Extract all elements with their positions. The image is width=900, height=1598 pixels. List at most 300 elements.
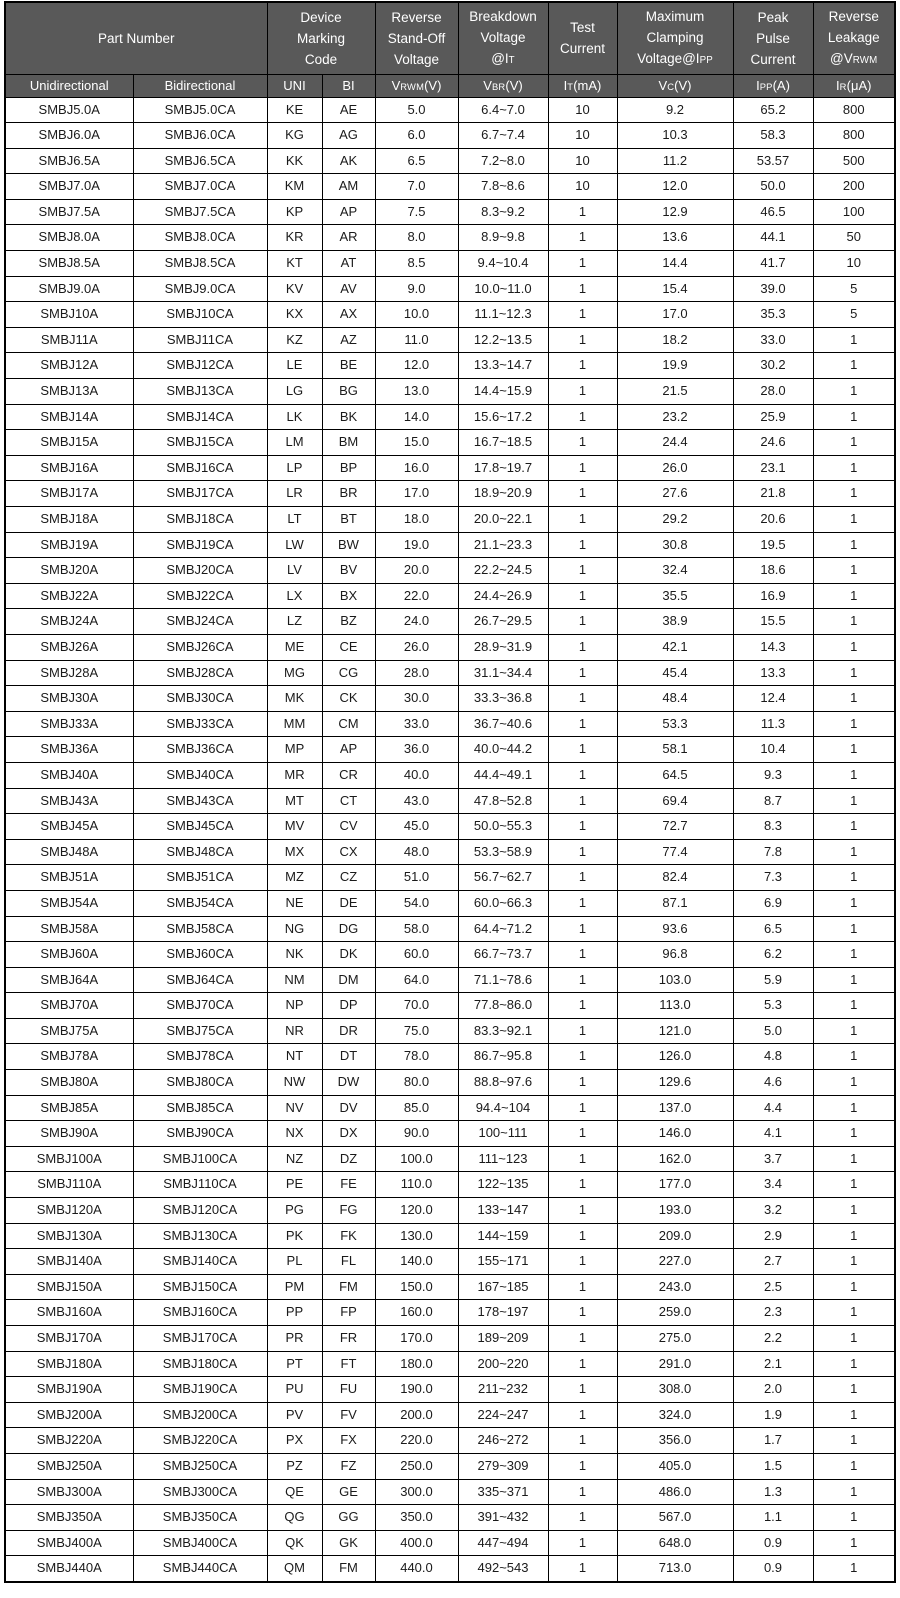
- table-cell: 24.4: [617, 430, 733, 456]
- table-cell: 1: [548, 1018, 617, 1044]
- table-cell: FX: [322, 1428, 375, 1454]
- table-cell: 1: [548, 481, 617, 507]
- table-cell: SMBJ11A: [5, 327, 133, 353]
- table-cell: 85.0: [375, 1095, 458, 1121]
- table-cell: 1: [813, 916, 895, 942]
- subscript-text: T: [508, 54, 515, 66]
- table-row: [5, 1198, 895, 1224]
- table-cell: SMBJ150A: [5, 1274, 133, 1300]
- table-cell: SMBJ440CA: [133, 1556, 267, 1582]
- table-cell: NX: [267, 1121, 322, 1147]
- subscript-text: BR: [491, 82, 506, 92]
- table-cell: 45.4: [617, 660, 733, 686]
- table-cell: 9.0: [375, 276, 458, 302]
- subheader-vrwm: VRWM(V): [375, 74, 458, 97]
- table-row: [5, 353, 895, 379]
- table-cell: 1: [548, 814, 617, 840]
- table-cell: SMBJ28A: [5, 660, 133, 686]
- table-row: [5, 225, 895, 251]
- table-row: [5, 1044, 895, 1070]
- table-cell: 110.0: [375, 1172, 458, 1198]
- table-cell: 648.0: [617, 1530, 733, 1556]
- table-body: [5, 97, 895, 1582]
- subscript-text: C: [667, 82, 675, 92]
- table-cell: 1: [813, 814, 895, 840]
- table-cell: 23.1: [733, 455, 813, 481]
- table-cell: 90.0: [375, 1121, 458, 1147]
- table-cell: 1: [813, 1249, 895, 1275]
- table-cell: 47.8~52.8: [458, 788, 548, 814]
- table-cell: 82.4: [617, 865, 733, 891]
- table-cell: 23.2: [617, 404, 733, 430]
- table-cell: QM: [267, 1556, 322, 1582]
- table-row: [5, 711, 895, 737]
- table-cell: SMBJ60CA: [133, 942, 267, 968]
- table-cell: NG: [267, 916, 322, 942]
- table-row: [5, 1479, 895, 1505]
- table-cell: FE: [322, 1172, 375, 1198]
- table-cell: SMBJ8.0A: [5, 225, 133, 251]
- table-cell: 48.0: [375, 839, 458, 865]
- table-cell: 350.0: [375, 1505, 458, 1531]
- table-cell: 1: [813, 660, 895, 686]
- table-cell: 405.0: [617, 1453, 733, 1479]
- table-row: [5, 123, 895, 149]
- table-cell: 1: [548, 1505, 617, 1531]
- table-cell: 16.9: [733, 583, 813, 609]
- table-cell: 64.4~71.2: [458, 916, 548, 942]
- table-cell: 1: [548, 379, 617, 405]
- table-cell: 26.0: [617, 455, 733, 481]
- table-cell: 9.3: [733, 762, 813, 788]
- table-cell: SMBJ200CA: [133, 1402, 267, 1428]
- table-cell: SMBJ48A: [5, 839, 133, 865]
- table-cell: SMBJ58CA: [133, 916, 267, 942]
- table-cell: SMBJ10A: [5, 302, 133, 328]
- table-cell: FV: [322, 1402, 375, 1428]
- table-cell: SMBJ9.0CA: [133, 276, 267, 302]
- table-cell: 1: [548, 1274, 617, 1300]
- table-cell: 44.1: [733, 225, 813, 251]
- table-cell: SMBJ78CA: [133, 1044, 267, 1070]
- table-cell: LK: [267, 404, 322, 430]
- table-cell: 40.0~44.2: [458, 737, 548, 763]
- table-cell: SMBJ110CA: [133, 1172, 267, 1198]
- table-cell: SMBJ30A: [5, 686, 133, 712]
- table-cell: 15.6~17.2: [458, 404, 548, 430]
- table-cell: 10: [548, 97, 617, 123]
- table-cell: SMBJ26CA: [133, 634, 267, 660]
- table-cell: 1: [548, 302, 617, 328]
- table-cell: 1: [548, 507, 617, 533]
- subheader-bidirectional: Bidirectional: [133, 74, 267, 97]
- table-row: [5, 327, 895, 353]
- subheader-vbr: VBR(V): [458, 74, 548, 97]
- table-cell: LT: [267, 507, 322, 533]
- table-cell: BK: [322, 404, 375, 430]
- table-cell: 21.8: [733, 481, 813, 507]
- table-cell: CE: [322, 634, 375, 660]
- table-cell: 4.1: [733, 1121, 813, 1147]
- table-cell: 1: [548, 1070, 617, 1096]
- table-cell: 1: [548, 1377, 617, 1403]
- table-cell: DR: [322, 1018, 375, 1044]
- table-cell: 190.0: [375, 1377, 458, 1403]
- table-cell: 211~232: [458, 1377, 548, 1403]
- table-cell: 28.0: [733, 379, 813, 405]
- table-cell: 447~494: [458, 1530, 548, 1556]
- table-cell: SMBJ13A: [5, 379, 133, 405]
- table-cell: 12.2~13.5: [458, 327, 548, 353]
- table-cell: SMBJ12A: [5, 353, 133, 379]
- table-cell: FL: [322, 1249, 375, 1275]
- table-cell: 80.0: [375, 1070, 458, 1096]
- table-row: [5, 558, 895, 584]
- table-row: [5, 404, 895, 430]
- table-cell: SMBJ43CA: [133, 788, 267, 814]
- table-cell: 2.9: [733, 1223, 813, 1249]
- table-cell: 72.7: [617, 814, 733, 840]
- table-cell: 35.3: [733, 302, 813, 328]
- table-cell: 71.1~78.6: [458, 967, 548, 993]
- table-cell: SMBJ17CA: [133, 481, 267, 507]
- table-cell: 1: [548, 660, 617, 686]
- table-cell: 18.2: [617, 327, 733, 353]
- table-cell: 40.0: [375, 762, 458, 788]
- table-cell: 22.2~24.5: [458, 558, 548, 584]
- table-cell: PX: [267, 1428, 322, 1454]
- table-cell: 1: [813, 1146, 895, 1172]
- table-row: [5, 1453, 895, 1479]
- table-cell: FZ: [322, 1453, 375, 1479]
- table-cell: 56.7~62.7: [458, 865, 548, 891]
- table-cell: SMBJ24A: [5, 609, 133, 635]
- table-cell: BT: [322, 507, 375, 533]
- table-row: [5, 660, 895, 686]
- table-cell: NE: [267, 890, 322, 916]
- table-cell: DX: [322, 1121, 375, 1147]
- table-cell: 64.0: [375, 967, 458, 993]
- table-cell: 137.0: [617, 1095, 733, 1121]
- table-cell: 77.4: [617, 839, 733, 865]
- table-cell: 800: [813, 123, 895, 149]
- table-cell: SMBJ100CA: [133, 1146, 267, 1172]
- table-cell: SMBJ40CA: [133, 762, 267, 788]
- table-cell: SMBJ22A: [5, 583, 133, 609]
- table-cell: PP: [267, 1300, 322, 1326]
- table-cell: 5.3: [733, 993, 813, 1019]
- table-row: [5, 1095, 895, 1121]
- table-cell: 16.0: [375, 455, 458, 481]
- table-cell: 1: [813, 634, 895, 660]
- table-cell: 1: [813, 1274, 895, 1300]
- table-cell: 19.9: [617, 353, 733, 379]
- table-cell: 2.3: [733, 1300, 813, 1326]
- table-cell: 1: [548, 353, 617, 379]
- table-cell: 133~147: [458, 1198, 548, 1224]
- table-cell: 1: [548, 711, 617, 737]
- table-cell: LE: [267, 353, 322, 379]
- table-cell: AP: [322, 199, 375, 225]
- table-cell: 14.4: [617, 251, 733, 277]
- table-cell: 1: [548, 1326, 617, 1352]
- table-cell: 1: [813, 1223, 895, 1249]
- table-cell: SMBJ190CA: [133, 1377, 267, 1403]
- table-cell: 3.7: [733, 1146, 813, 1172]
- table-cell: 1: [548, 1453, 617, 1479]
- table-cell: 150.0: [375, 1274, 458, 1300]
- table-row: [5, 762, 895, 788]
- header-sub-row: [5, 74, 895, 97]
- table-row: [5, 481, 895, 507]
- table-cell: 5.0: [375, 97, 458, 123]
- table-cell: 70.0: [375, 993, 458, 1019]
- table-cell: SMBJ80A: [5, 1070, 133, 1096]
- table-cell: PL: [267, 1249, 322, 1275]
- table-cell: MG: [267, 660, 322, 686]
- table-cell: SMBJ78A: [5, 1044, 133, 1070]
- table-cell: 9.2: [617, 97, 733, 123]
- table-cell: 24.4~26.9: [458, 583, 548, 609]
- table-cell: 1: [813, 507, 895, 533]
- table-cell: SMBJ200A: [5, 1402, 133, 1428]
- table-cell: 25.9: [733, 404, 813, 430]
- subheader-bi: BI: [322, 74, 375, 97]
- table-cell: 200: [813, 174, 895, 200]
- table-cell: NP: [267, 993, 322, 1019]
- table-cell: 1: [813, 558, 895, 584]
- table-row: [5, 609, 895, 635]
- table-cell: SMBJ7.0A: [5, 174, 133, 200]
- table-cell: SMBJ54CA: [133, 890, 267, 916]
- table-cell: AT: [322, 251, 375, 277]
- table-cell: 308.0: [617, 1377, 733, 1403]
- table-cell: 1: [813, 1479, 895, 1505]
- table-cell: KZ: [267, 327, 322, 353]
- table-cell: NT: [267, 1044, 322, 1070]
- table-cell: 1: [548, 1530, 617, 1556]
- table-cell: AV: [322, 276, 375, 302]
- table-row: [5, 967, 895, 993]
- table-row: [5, 1146, 895, 1172]
- table-cell: SMBJ15CA: [133, 430, 267, 456]
- table-cell: 300.0: [375, 1479, 458, 1505]
- table-row: [5, 302, 895, 328]
- table-cell: 1: [813, 762, 895, 788]
- table-row: [5, 916, 895, 942]
- table-cell: 15.0: [375, 430, 458, 456]
- table-cell: SMBJ75A: [5, 1018, 133, 1044]
- table-cell: 6.5: [375, 148, 458, 174]
- table-cell: 1: [548, 634, 617, 660]
- table-cell: QE: [267, 1479, 322, 1505]
- table-cell: 1: [813, 1172, 895, 1198]
- table-cell: PE: [267, 1172, 322, 1198]
- table-cell: 7.8~8.6: [458, 174, 548, 200]
- table-cell: 1: [813, 430, 895, 456]
- table-cell: CV: [322, 814, 375, 840]
- table-cell: 140.0: [375, 1249, 458, 1275]
- table-cell: 1: [813, 865, 895, 891]
- table-cell: 103.0: [617, 967, 733, 993]
- table-cell: 1: [548, 967, 617, 993]
- tvs-spec-table: [4, 1, 896, 1583]
- table-cell: 96.8: [617, 942, 733, 968]
- table-cell: LR: [267, 481, 322, 507]
- table-cell: PG: [267, 1198, 322, 1224]
- table-cell: AK: [322, 148, 375, 174]
- table-cell: 11.3: [733, 711, 813, 737]
- table-cell: PZ: [267, 1453, 322, 1479]
- table-cell: BZ: [322, 609, 375, 635]
- table-cell: 33.0: [375, 711, 458, 737]
- table-cell: SMBJ170A: [5, 1326, 133, 1352]
- table-cell: 1: [548, 1428, 617, 1454]
- table-cell: DW: [322, 1070, 375, 1096]
- table-cell: 1: [813, 711, 895, 737]
- table-cell: 1: [548, 1556, 617, 1582]
- table-cell: 113.0: [617, 993, 733, 1019]
- table-cell: 1: [813, 942, 895, 968]
- table-cell: 167~185: [458, 1274, 548, 1300]
- table-cell: 26.7~29.5: [458, 609, 548, 635]
- table-cell: 1: [548, 839, 617, 865]
- table-cell: FM: [322, 1274, 375, 1300]
- table-cell: 224~247: [458, 1402, 548, 1428]
- table-cell: 400.0: [375, 1530, 458, 1556]
- table-row: [5, 199, 895, 225]
- table-cell: 86.7~95.8: [458, 1044, 548, 1070]
- table-header: [5, 2, 895, 97]
- table-row: [5, 1070, 895, 1096]
- table-cell: SMBJ6.0A: [5, 123, 133, 149]
- table-cell: NZ: [267, 1146, 322, 1172]
- table-cell: 10.3: [617, 123, 733, 149]
- table-cell: 1: [813, 1556, 895, 1582]
- table-cell: 13.6: [617, 225, 733, 251]
- table-cell: SMBJ100A: [5, 1146, 133, 1172]
- table-cell: 259.0: [617, 1300, 733, 1326]
- table-cell: SMBJ36CA: [133, 737, 267, 763]
- table-cell: SMBJ150CA: [133, 1274, 267, 1300]
- table-cell: SMBJ190A: [5, 1377, 133, 1403]
- table-cell: 58.1: [617, 737, 733, 763]
- table-cell: 126.0: [617, 1044, 733, 1070]
- table-cell: SMBJ18A: [5, 507, 133, 533]
- table-cell: SMBJ7.0CA: [133, 174, 267, 200]
- table-cell: 1.3: [733, 1479, 813, 1505]
- table-cell: BW: [322, 532, 375, 558]
- table-cell: 65.2: [733, 97, 813, 123]
- table-cell: 193.0: [617, 1198, 733, 1224]
- subheader-uni: UNI: [267, 74, 322, 97]
- table-cell: 50.0~55.3: [458, 814, 548, 840]
- table-cell: SMBJ12CA: [133, 353, 267, 379]
- subscript-text: RWM: [400, 82, 425, 92]
- table-cell: 1: [813, 583, 895, 609]
- table-cell: 1: [813, 890, 895, 916]
- table-cell: 30.2: [733, 353, 813, 379]
- table-cell: AX: [322, 302, 375, 328]
- table-cell: SMBJ220CA: [133, 1428, 267, 1454]
- table-cell: 800: [813, 97, 895, 123]
- table-row: [5, 1402, 895, 1428]
- table-cell: SMBJ300A: [5, 1479, 133, 1505]
- table-cell: KK: [267, 148, 322, 174]
- table-cell: 14.4~15.9: [458, 379, 548, 405]
- table-cell: SMBJ18CA: [133, 507, 267, 533]
- table-cell: 2.7: [733, 1249, 813, 1275]
- table-cell: 8.7: [733, 788, 813, 814]
- subheader-it: IT(mA): [548, 74, 617, 97]
- table-cell: BR: [322, 481, 375, 507]
- table-cell: 13.3~14.7: [458, 353, 548, 379]
- table-cell: NR: [267, 1018, 322, 1044]
- table-cell: 1: [813, 481, 895, 507]
- table-cell: 1: [813, 1351, 895, 1377]
- table-row: [5, 686, 895, 712]
- subscript-text: PP: [759, 82, 773, 92]
- table-cell: LP: [267, 455, 322, 481]
- table-cell: 144~159: [458, 1223, 548, 1249]
- table-cell: 2.0: [733, 1377, 813, 1403]
- table-cell: SMBJ85CA: [133, 1095, 267, 1121]
- table-cell: 54.0: [375, 890, 458, 916]
- table-row: [5, 890, 895, 916]
- table-cell: SMBJ43A: [5, 788, 133, 814]
- table-cell: LG: [267, 379, 322, 405]
- table-cell: 2.2: [733, 1326, 813, 1352]
- table-cell: 1: [813, 353, 895, 379]
- table-cell: 24.6: [733, 430, 813, 456]
- table-cell: 28.9~31.9: [458, 634, 548, 660]
- table-cell: SMBJ90A: [5, 1121, 133, 1147]
- table-row: [5, 148, 895, 174]
- table-cell: 94.4~104: [458, 1095, 548, 1121]
- table-cell: 14.0: [375, 404, 458, 430]
- table-cell: 1: [548, 199, 617, 225]
- table-cell: 100~111: [458, 1121, 548, 1147]
- table-cell: SMBJ40A: [5, 762, 133, 788]
- table-cell: 16.7~18.5: [458, 430, 548, 456]
- table-cell: CK: [322, 686, 375, 712]
- table-cell: 38.9: [617, 609, 733, 635]
- table-row: [5, 507, 895, 533]
- table-cell: DV: [322, 1095, 375, 1121]
- table-cell: 75.0: [375, 1018, 458, 1044]
- table-cell: 51.0: [375, 865, 458, 891]
- table-cell: 129.6: [617, 1070, 733, 1096]
- table-cell: 1: [548, 1044, 617, 1070]
- table-row: [5, 839, 895, 865]
- table-cell: 36.7~40.6: [458, 711, 548, 737]
- table-cell: SMBJ7.5A: [5, 199, 133, 225]
- table-cell: 189~209: [458, 1326, 548, 1352]
- table-cell: FP: [322, 1300, 375, 1326]
- table-cell: SMBJ130A: [5, 1223, 133, 1249]
- table-cell: SMBJ16CA: [133, 455, 267, 481]
- table-cell: 567.0: [617, 1505, 733, 1531]
- header-group-row: [5, 2, 895, 74]
- table-cell: 5: [813, 276, 895, 302]
- table-cell: FM: [322, 1556, 375, 1582]
- table-cell: PV: [267, 1402, 322, 1428]
- table-cell: 324.0: [617, 1402, 733, 1428]
- table-cell: 1: [813, 532, 895, 558]
- table-cell: SMBJ250A: [5, 1453, 133, 1479]
- table-cell: LV: [267, 558, 322, 584]
- table-cell: SMBJ220A: [5, 1428, 133, 1454]
